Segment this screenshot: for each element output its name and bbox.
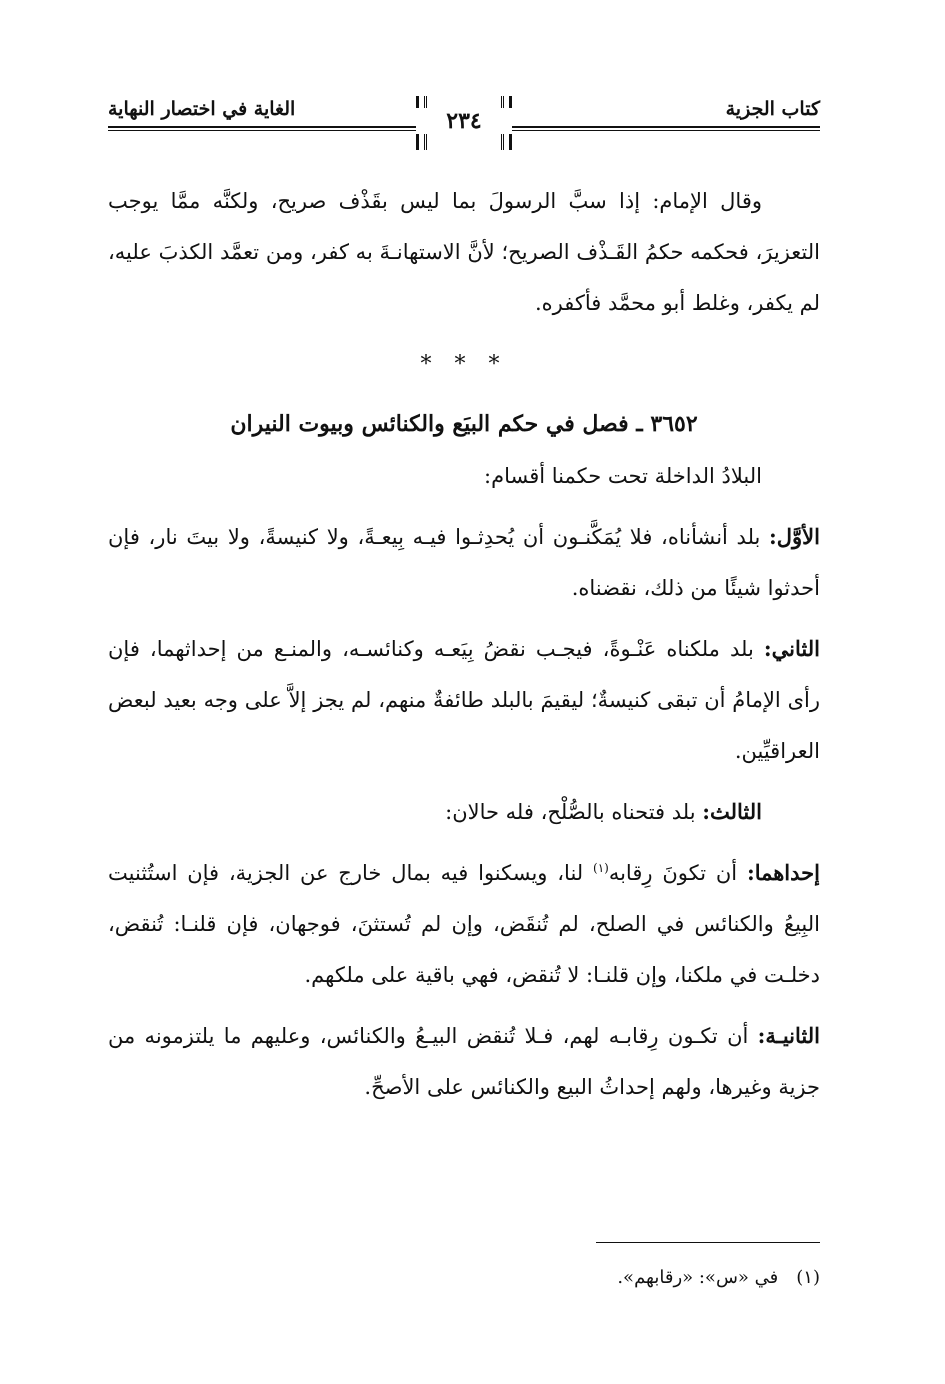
section-separator: * * *	[420, 352, 508, 377]
paragraph-body: أن تكـون رِقابـه لهم، فـلا تُنقض البيـعُ والكنائس، وعليهم ما يلتزمونه من جزية وغيرها، ولهم إحداثُ البيع والكنائس على الأصحِّ.	[108, 1024, 820, 1099]
opening-paragraph: البلادُ الداخلة تحت حكمنا أقسام:	[484, 464, 762, 488]
page-number: ٢٣٤	[416, 108, 512, 134]
header-work-title: الغاية في اختصار النهاية	[108, 98, 296, 120]
footnote-rule	[596, 1242, 820, 1243]
paragraph-body: لنا، ويسكنوا فيه بمال خارج عن الجزية، فإن استُثنيت البِيعُ والكنائس في الصلح، لم تُنقَض، وإن لم تُستثنَ، فوجهان، فإن قلنـا: تُنقض، دخلـت في ملكنا، وإن قلنـا: لا تُنقض، فهي باقية على ملكهم.	[108, 861, 820, 987]
header-book-title: كتاب الجزية	[725, 98, 820, 120]
paragraph-lead: الثاني:	[763, 636, 820, 661]
paragraph-first	[108, 511, 820, 614]
paragraph-lead: الثالث:	[702, 799, 762, 824]
paragraph-body: بلد أنشأناه، فلا يُمَكَّنـون أن يُحدِثـوا فيـه بِيعـةً، ولا كنيسةً، ولا بيتَ نار، فإن أحدثوا شيئًا من ذلك، نقضناه.	[108, 525, 820, 600]
paragraph-state-two	[108, 1010, 820, 1113]
paragraph-second	[108, 623, 820, 777]
main-text	[108, 176, 820, 1113]
paragraph-body: أن تكونَ رِقابه	[608, 861, 747, 885]
paragraph-third	[108, 786, 820, 838]
footnote-number: (١)	[796, 1267, 820, 1288]
paragraph-body: بلد ملكناه عَنْـوةً، فيجـب نقضُ بِيَعـه وكنائسـه، والمنـع من إحداثهما، فإن رأى الإمامُ أن تبقى كنيسةٌ؛ ليقيمَ بالبلد طائفةٌ منهم، لم يجز إلاَّ على وجه بعيد لبعض العراقيِّين.	[108, 637, 820, 763]
running-header	[108, 96, 820, 156]
intro-paragraph: وقال الإمام: إذا سبَّ الرسولَ بما ليس بقَذْف صريح، ولكنَّه ممَّا يوجب التعزيرَ، فحكمه حكمُ القَـذْف الصريح؛ لأنَّ الاستهانـةَ به كفر، ومن تعمَّد الكذبَ عليه، لم يكفر، وغلط أبو محمَّد فأكفره.	[108, 189, 820, 315]
paragraph-body: بلد فتحناه بالصُّلْح، فله حالان:	[445, 800, 703, 824]
paragraph-lead: الأوَّل:	[769, 524, 820, 549]
footnote-reference[interactable]: (١)	[593, 861, 609, 875]
footnote-text: في «س»: «رقابهم».	[617, 1267, 779, 1288]
paragraph-state-one	[108, 847, 820, 1001]
footnote	[108, 1262, 820, 1294]
book-page	[108, 0, 820, 1384]
paragraph-lead: إحداهما:	[746, 860, 820, 885]
section-heading: ٣٦٥٢ ـ فصل في حكم البيَع والكنائس وبيوت النيران	[230, 411, 698, 437]
page-number-frame	[416, 96, 512, 150]
paragraph-lead: الثانيـة:	[757, 1023, 820, 1048]
